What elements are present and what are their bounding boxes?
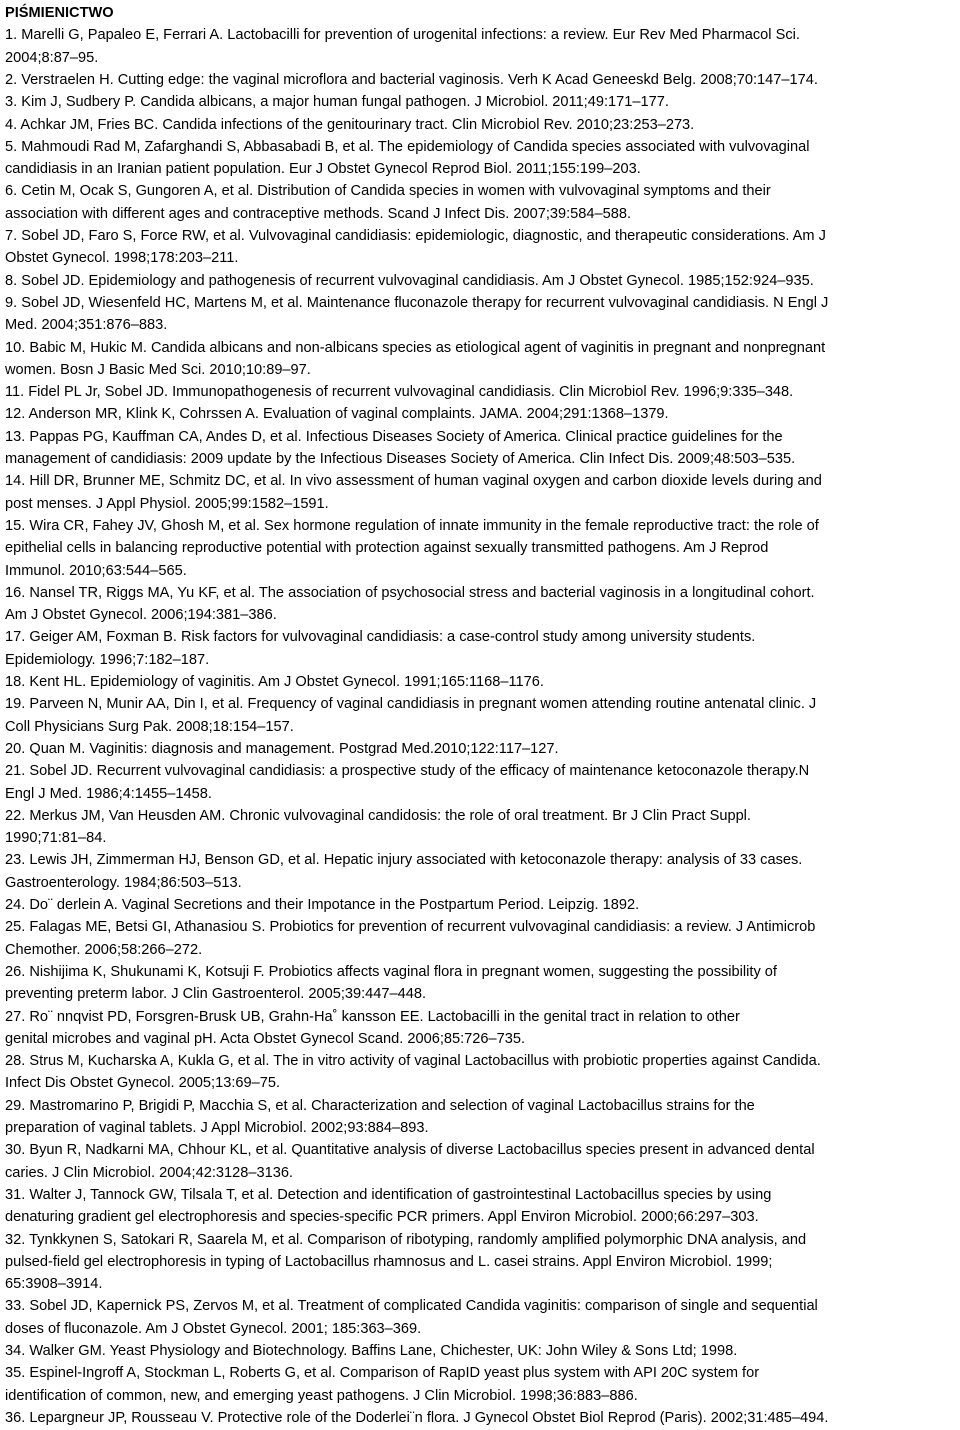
reference-line: 12. Anderson MR, Klink K, Cohrssen A. Evaluation of vaginal complaints. JAMA. 2004;291:1368–1379. [5,406,669,423]
reference-line: candidiasis in an Iranian patient population. Eur J Obstet Gynecol Reprod Biol. 2011;155:199–203. [5,161,641,178]
reference-line: 2. Verstraelen H. Cutting edge: the vaginal microflora and bacterial vaginosis. Verh K Acad Geneeskd Belg. 2008;70:147–174. [5,71,818,88]
reference-line: denaturing gradient gel electrophoresis and species-specific PCR primers. Appl Environ Microbiol. 2000;66:297–303. [5,1209,759,1226]
reference-line: Med. 2004;351:876–883. [5,317,168,334]
reference-line: 14. Hill DR, Brunner ME, Schmitz DC, et al. In vivo assessment of human vaginal oxygen and carbon dioxide levels during and [5,473,822,490]
reference-line: 9. Sobel JD, Wiesenfeld HC, Martens M, et al. Maintenance fluconazole therapy for recurrent vulvovaginal candidiasis. N Engl J [5,294,829,311]
reference-line: Chemother. 2006;58:266–272. [5,941,203,958]
reference-line: pulsed-field gel electrophoresis in typing of Lactobacillus rhamnosus and L. casei strains. Appl Environ Microbiol. 1999; [5,1253,773,1270]
reference-line: 33. Sobel JD, Kapernick PS, Zervos M, et al. Treatment of complicated Candida vaginitis: comparison of single and sequential [5,1298,818,1315]
reference-line: Am J Obstet Gynecol. 2006;194:381–386. [5,607,277,624]
section-heading: PIŚMIENICTWO [5,5,114,21]
reference-line: 32. Tynkkynen S, Satokari R, Saarela M, et al. Comparison of ribotyping, randomly amplified polymorphic DNA analysis, and [5,1231,807,1248]
reference-line: epithelial cells in balancing reproductive potential with protection against sexually transmitted pathogens. Am J Reprod [5,540,769,557]
reference-line: 2004;8:87–95. [5,49,99,66]
reference-line: 23. Lewis JH, Zimmerman HJ, Benson GD, et al. Hepatic injury associated with ketoconazole therapy: analysis of 33 cases. [5,852,803,869]
reference-line: 15. Wira CR, Fahey JV, Ghosh M, et al. Sex hormone regulation of innate immunity in the female reproductive tract: the role of [5,517,819,534]
reference-line: 8. Sobel JD. Epidemiology and pathogenesis of recurrent vulvovaginal candidiasis. Am J Obstet Gynecol. 1985;152:924–935. [5,272,814,289]
reference-line: 24. Do¨ derlein A. Vaginal Secretions and their Impotance in the Postpartum Period. Leipzig. 1892. [5,897,640,913]
reference-line: doses of fluconazole. Am J Obstet Gynecol. 2001; 185:363–369. [5,1320,422,1337]
reference-line: 1990;71:81–84. [5,830,107,847]
reference-line: 13. Pappas PG, Kauffman CA, Andes D, et al. Infectious Diseases Society of America. Clinical practice guidelines for the [5,428,783,445]
reference-line: management of candidiasis: 2009 update by the Infectious Diseases Society of America. Clin Infect Dis. 2009;48:503–535. [5,451,796,467]
reference-line: 21. Sobel JD. Recurrent vulvovaginal candidiasis: a prospective study of the efficacy of maintenance ketoconazole therapy.N [5,763,810,780]
reference-line: 34. Walker GM. Yeast Physiology and Biotechnology. Baffins Lane, Chichester, UK: John Wiley & Sons Ltd; 1998. [5,1343,738,1359]
reference-line: 65:3908–3914. [5,1276,103,1293]
reference-line: 6. Cetin M, Ocak S, Gungoren A, et al. Distribution of Candida species in women with vulvovaginal symptoms and their [5,183,771,200]
reference-line: 17. Geiger AM, Foxman B. Risk factors for vulvovaginal candidiasis: a case-control study among university students. [5,629,756,646]
reference-line: post menses. J Appl Physiol. 2005;99:1582–1591. [5,495,329,512]
reference-line: 3. Kim J, Sudbery P. Candida albicans, a major human fungal pathogen. J Microbiol. 2011;49:171–177. [5,94,669,111]
reference-line: 27. Ro¨ nnqvist PD, Forsgren-Brusk UB, Grahn-Ha˚ kansson EE. Lactobacilli in the genital tract in relation to other [5,1008,740,1025]
reference-line: Infect Dis Obstet Gynecol. 2005;13:69–75. [5,1075,281,1092]
reference-line: Coll Physicians Surg Pak. 2008;18:154–157. [5,718,294,735]
reference-line: 31. Walter J, Tannock GW, Tilsala T, et al. Detection and identification of gastrointestinal Lactobacillus species by using [5,1186,772,1203]
reference-line: identification of common, new, and emerging yeast pathogens. J Clin Microbiol. 1998;36:883–886. [5,1387,638,1404]
reference-line: 22. Merkus JM, Van Heusden AM. Chronic vulvovaginal candidosis: the role of oral treatment. Br J Clin Pract Suppl. [5,807,751,824]
reference-line: genital microbes and vaginal pH. Acta Obstet Gynecol Scand. 2006;85:726–735. [5,1030,526,1047]
reference-line: 30. Byun R, Nadkarni MA, Chhour KL, et al. Quantitative analysis of diverse Lactobacillus species present in advanced dental [5,1142,815,1159]
reference-line: 35. Espinel-Ingroff A, Stockman L, Roberts G, et al. Comparison of RapID yeast plus system with API 20C system for [5,1365,760,1382]
reference-line: 20. Quan M. Vaginitis: diagnosis and management. Postgrad Med.2010;122:117–127. [5,740,559,757]
reference-line: 11. Fidel PL Jr, Sobel JD. Immunopathogenesis of recurrent vulvovaginal candidiasis. Clin Microbiol Rev. 1996;9:335–348. [5,384,794,401]
reference-line: 1. Marelli G, Papaleo E, Ferrari A. Lactobacilli for prevention of urogenital infections: a review. Eur Rev Med Pharmacol Sci. [5,27,800,44]
reference-line: 10. Babic M, Hukic M. Candida albicans and non-albicans species as etiological agent of vaginitis in pregnant and nonpregnant [5,339,826,356]
reference-line: 28. Strus M, Kucharska A, Kukla G, et al. The in vitro activity of vaginal Lactobacillus with probiotic properties against Candida. [5,1053,821,1070]
reference-line: Obstet Gynecol. 1998;178:203–211. [5,250,239,267]
reference-line: 36. Lepargneur JP, Rousseau V. Protective role of the Doderlei¨n flora. J Gynecol Obstet Biol Reprod (Paris). 2002;31:485–494. [5,1409,829,1426]
reference-line: 29. Mastromarino P, Brigidi P, Macchia S, et al. Characterization and selection of vaginal Lactobacillus strains for the [5,1097,755,1114]
reference-line: 5. Mahmoudi Rad M, Zafarghandi S, Abbasabadi B, et al. The epidemiology of Candida species associated with vulvovaginal [5,138,810,155]
reference-line: 26. Nishijima K, Shukunami K, Kotsuji F. Probiotics affects vaginal flora in pregnant women, suggesting the possibility of [5,963,777,980]
reference-line: 18. Kent HL. Epidemiology of vaginitis. Am J Obstet Gynecol. 1991;165:1168–1176. [5,674,544,690]
reference-line: caries. J Clin Microbiol. 2004;42:3128–3136. [5,1164,293,1181]
reference-line: 4. Achkar JM, Fries BC. Candida infections of the genitourinary tract. Clin Microbiol Rev. 2010;23:253–273. [5,116,695,133]
reference-line: Immunol. 2010;63:544–565. [5,562,187,579]
reference-line: Epidemiology. 1996;7:182–187. [5,651,210,668]
reference-line: preparation of vaginal tablets. J Appl Microbiol. 2002;93:884–893. [5,1120,429,1136]
reference-line: 7. Sobel JD, Faro S, Force RW, et al. Vulvovaginal candidiasis: epidemiologic, diagnostic, and therapeutic considerations. Am J [5,228,826,244]
reference-line: 19. Parveen N, Munir AA, Din I, et al. Frequency of vaginal candidiasis in pregnant women attending routine antenatal clinic. J [5,696,817,713]
reference-line: preventing preterm labor. J Clin Gastroenterol. 2005;39:447–448. [5,986,427,1003]
reference-line: Gastroenterology. 1984;86:503–513. [5,874,242,891]
reference-line: association with different ages and contraceptive methods. Scand J Infect Dis. 2007;39:584–588. [5,205,632,222]
reference-line: 16. Nansel TR, Riggs MA, Yu KF, et al. The association of psychosocial stress and bacterial vaginosis in a longitudinal cohort. [5,584,815,601]
reference-line: Engl J Med. 1986;4:1455–1458. [5,785,212,802]
reference-line: 25. Falagas ME, Betsi GI, Athanasiou S. Probiotics for prevention of recurrent vulvovaginal candidiasis: a review. J Antimicrob [5,919,816,936]
reference-line: women. Bosn J Basic Med Sci. 2010;10:89–97. [5,361,311,378]
